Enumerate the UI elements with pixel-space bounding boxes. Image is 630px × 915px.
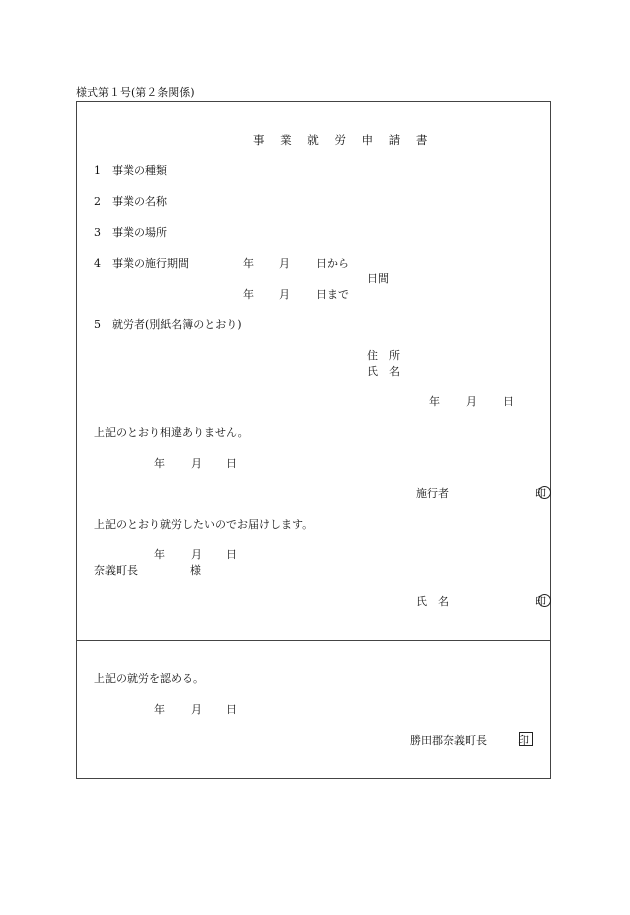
notify-date-year: 年 [154,548,165,561]
name-label: 氏 名 [367,365,400,378]
notify-name-label: 氏 名 [416,595,449,608]
period-end-month: 月 [279,288,290,301]
approval-seal: 印 [518,734,529,747]
applicant-date-year: 年 [429,395,440,408]
item-workers: 5 就労者(別紙名簿のとおり) [94,318,242,331]
item-business-location: 3 事業の場所 [94,226,167,239]
item-business-type: 1 事業の種類 [94,164,167,177]
approval-statement: 上記の就労を認める。 [94,672,204,685]
confirm-date-year: 年 [154,457,165,470]
form-number: 様式第１号(第２条関係) [76,86,195,99]
address-label: 住 所 [367,349,400,362]
confirm-statement: 上記のとおり相違ありません。 [94,426,249,439]
approval-date-year: 年 [154,703,165,716]
addressee-honorific: 様 [190,564,201,577]
period-days: 日間 [367,272,389,285]
item-business-period: 4 事業の施行期間 [94,257,189,270]
period-start-month: 月 [279,257,290,270]
notify-statement: 上記のとおり就労したいのでお届けします。 [94,518,314,531]
applicant-date-month: 月 [466,395,477,408]
executor-seal: 印 [535,487,546,500]
approval-date-month: 月 [191,703,202,716]
period-end-year: 年 [243,288,254,301]
section-divider [76,640,551,641]
confirm-date-month: 月 [191,457,202,470]
approval-authority: 勝田郡奈義町長 [410,734,487,747]
applicant-date-day: 日 [503,395,514,408]
notify-seal: 印 [535,595,546,608]
item-business-name: 2 事業の名称 [94,195,167,208]
period-end-day: 日まで [316,288,349,301]
seal-circle-icon [538,486,551,499]
period-start-year: 年 [243,257,254,270]
seal-square-icon [519,732,533,746]
approval-date-day: 日 [226,703,237,716]
seal-circle-icon [538,594,551,607]
addressee: 奈義町長 [94,564,138,577]
notify-date-month: 月 [191,548,202,561]
notify-date-day: 日 [226,548,237,561]
executor-label: 施行者 [416,487,449,500]
form-title: 事 業 就 労 申 請 書 [253,133,434,147]
confirm-date-day: 日 [226,457,237,470]
period-start-day: 日から [316,257,349,270]
